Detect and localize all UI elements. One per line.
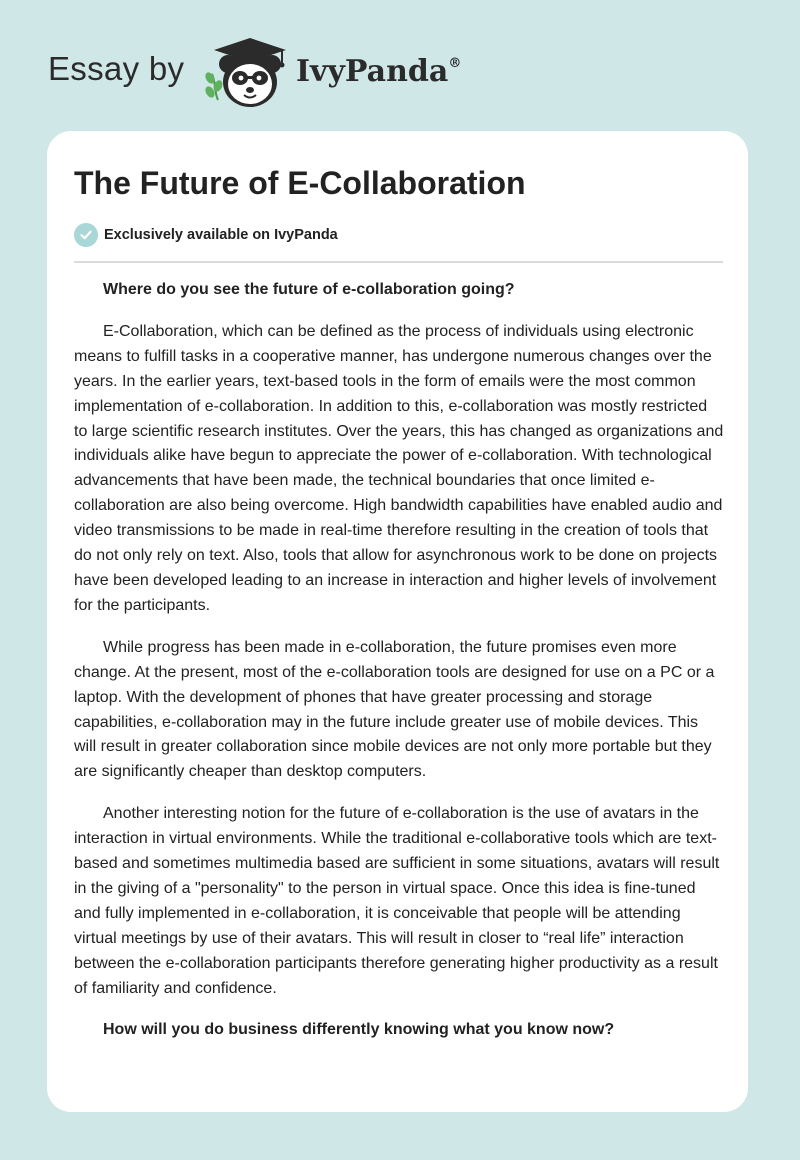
essay-body — [74, 278, 724, 1060]
ivypanda-wordmark[interactable] — [296, 54, 461, 89]
page-title: The Future of E-Collaboration — [74, 165, 526, 201]
question-heading: Where do you see the future of e-collaboration going? — [103, 281, 515, 298]
brand-name-text: IvyPanda — [296, 54, 449, 89]
essay-card — [47, 131, 748, 1112]
title-divider — [74, 261, 723, 263]
ivypanda-logo[interactable] — [198, 34, 294, 112]
body-paragraph: Another interesting notion for the future of e-collaboration is the use of avatars in the interaction in virtual environments. While the traditional e-collaborative tools which are text-based and sometimes multimedia based are sufficient in some situations, avatars will result in the giving of a "personality" to the person in virtual space. Once this idea is fine-tuned and fully implemented in e-collaboration, it is conceivable that people will be attending virtual meetings by use of their avatars. This will result in closer to “real life” interaction between the e-collaboration participants therefore generating higher productivity as a result of familiarity and confidence. — [74, 805, 720, 997]
checkmark-icon — [74, 223, 98, 247]
body-paragraph: E-Collaboration, which can be defined as the process of individuals using electronic means to fulfill tasks in a cooperative manner, has undergone numerous changes over the years. In the earlier years, text-based tools in the form of emails were the most common implementation of e-collaboration. In addition to this, e-collaboration was mostly restricted to large scientific research institutes. Over the years, this has changed as organizations and individuals alike have begun to appreciate the power of e-collaboration. With technological advancements that have been made, the technical boundaries that once limited e-collaboration are also being overcome. High bandwidth capabilities have enabled audio and video transmissions to be made in real-time therefore resulting in the creation of tools that do not only rely on text. Also, tools that allow for asynchronous work to be done on projects have been developed leading to an increase in interaction and higher levels of involvement for the participants. — [74, 322, 724, 614]
body-paragraph: While progress has been made in e-collaboration, the future promises even more change. At the present, most of the e-collaboration tools are designed for use on a PC or a laptop. With the development of phones that have greater processing and storage capabilities, e-collaboration may in the future include greater use of mobile devices. This will result in greater collaboration since mobile devices are not only more portable but they are significantly cheaper than desktop computers. — [74, 638, 715, 781]
exclusive-badge-label: Exclusively available on IvyPanda — [104, 227, 338, 243]
exclusive-badge — [74, 222, 338, 248]
site-header — [0, 0, 800, 130]
question-heading: How will you do business differently knowing what you know now? — [103, 1021, 615, 1039]
registered-mark: ® — [448, 56, 462, 71]
essay-by-label: Essay by — [48, 50, 185, 87]
panda-graduate-icon — [198, 34, 294, 112]
